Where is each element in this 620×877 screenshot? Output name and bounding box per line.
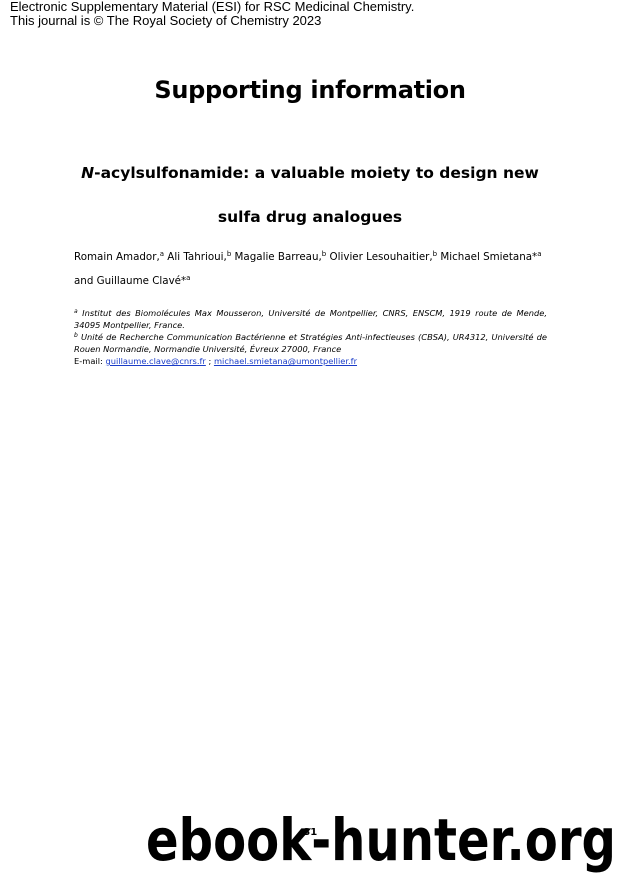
paper-title-line2: sulfa drug analogues (217, 208, 403, 226)
author-affil-mark: b (321, 250, 327, 258)
affiliation-a (74, 307, 547, 331)
affiliation-mark: b (74, 332, 78, 339)
email-label: E-mail: (74, 356, 106, 366)
author-name: Michael Smietana* (437, 251, 538, 263)
paper-title-line1 (40, 164, 580, 182)
affiliation-text: Institut des Biomolécules Max Mousseron, Université de Montpellier, CNRS, ENSCM, 1919 route de Mende, 34095 Montpellier, France. (74, 308, 547, 330)
email-link-smietana[interactable]: michael.smietana@umontpellier.fr (213, 356, 358, 366)
author-affil-mark: a (186, 274, 191, 282)
page-title: Supporting information (154, 76, 466, 104)
esi-header-line2: This journal is © The Royal Society of Chemistry 2023 (10, 13, 322, 28)
esi-header-line1: Electronic Supplementary Material (ESI) for RSC Medicinal Chemistry. (10, 0, 415, 14)
affiliation-text: Unité de Recherche Communication Bactérienne et Stratégies Anti-infectieuses (CBSA), UR4312, Université de Rouen Normandie, Normandie Université, Évreux 27000, France (74, 332, 547, 354)
affiliation-mark: a (74, 308, 78, 315)
affiliation-b (74, 331, 547, 355)
author-name: Ali Tahrioui, (164, 251, 227, 263)
author-list-continued (74, 274, 550, 288)
author-affil-mark: b (432, 250, 438, 258)
email-link-clave[interactable]: guillaume.clave@cnrs.fr (105, 356, 206, 366)
paper-title-italic-prefix: N (81, 164, 95, 182)
author-name: Olivier Lesouhaitier, (326, 251, 433, 263)
author-name: Magalie Barreau, (231, 251, 322, 263)
paper-title-line1-rest: -acylsulfonamide: a valuable moiety to design new (94, 164, 539, 182)
watermark-logo (146, 806, 620, 877)
esi-header (10, 0, 414, 28)
author-name: and Guillaume Clavé* (74, 275, 187, 287)
author-affil-mark: a (159, 250, 165, 258)
author-affil-mark: a (537, 250, 542, 258)
page-number: S1 (303, 827, 318, 838)
author-name: Romain Amador, (74, 251, 160, 263)
watermark-text: ebook-hunter.org (146, 806, 616, 874)
email-line (74, 355, 547, 367)
email-separator: ; (205, 356, 214, 366)
author-affil-mark: b (226, 250, 232, 258)
affiliations (74, 307, 547, 367)
author-list (74, 250, 550, 264)
